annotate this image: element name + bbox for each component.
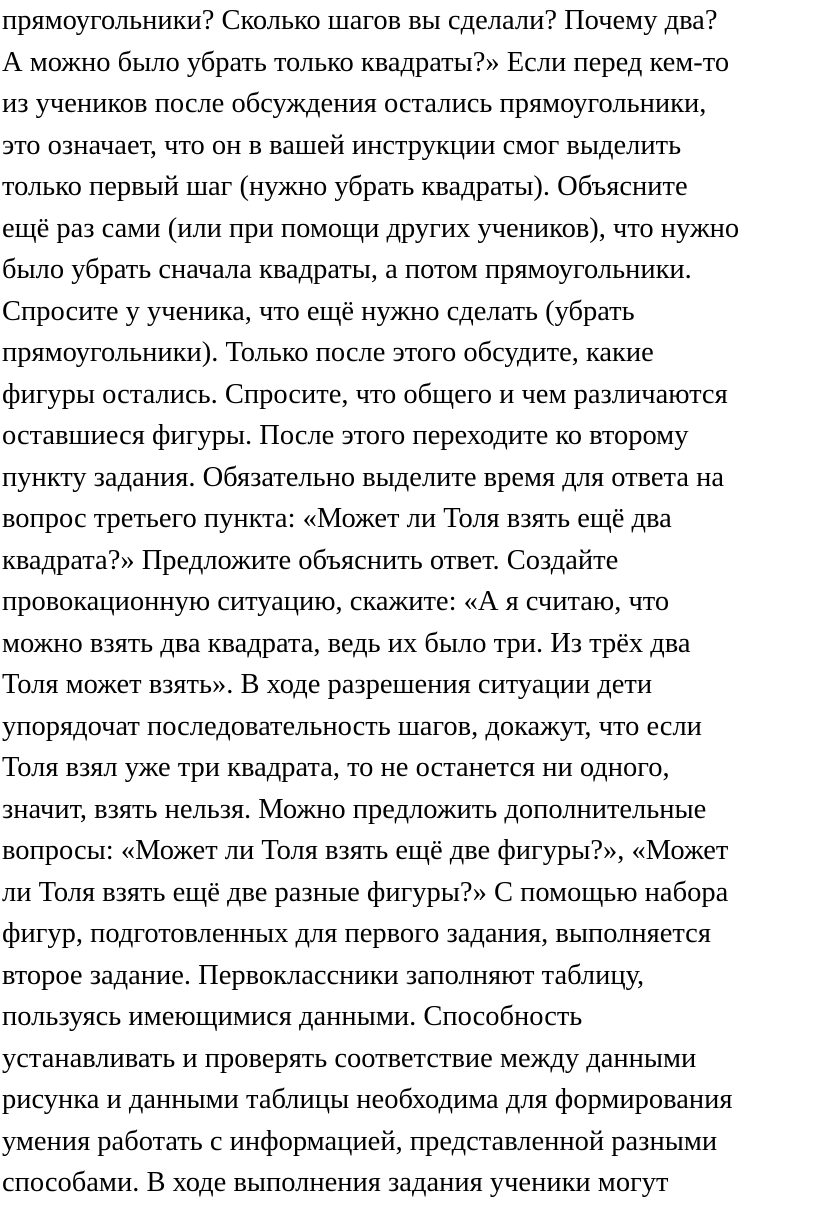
text-line-2: А можно было убрать только квадраты?» Если перед кем-то (2, 46, 730, 78)
text-line-12: пункту задания. Обязательно выделите время для ответа на (2, 461, 724, 493)
text-line-27: рисунка и данными таблицы необходима для формирования (2, 1084, 733, 1115)
text-line-18: упорядочат последовательность шагов, докажут, что если (2, 710, 702, 742)
text-line-28: умения работать с информацией, представленной разными (2, 1125, 718, 1157)
text-line-29: способами. В ходе выполнения задания ученики могут (2, 1167, 669, 1198)
text-line-19: Толя взял уже три квадрата, то не останется ни одного, (2, 752, 670, 783)
text-line-26: устанавливать и проверять соответствие между данными (2, 1042, 697, 1074)
text-line-23: фигур, подготовленных для первого задания, выполняется (2, 918, 711, 949)
text-line-24: второе задание. Первоклассники заполняют таблицу, (2, 959, 645, 991)
text-line-16: можно взять два квадрата, ведь их было три. Из трёх два (2, 627, 691, 659)
text-line-3: из учеников после обсуждения остались прямоугольники, (2, 88, 707, 119)
text-line-10: фигуры остались. Спросите, что общего и чем различаются (2, 378, 728, 410)
text-line-5: только первый шаг (нужно убрать квадраты). Объясните (2, 171, 688, 202)
text-line-17: Толя может взять». В ходе разрешения ситуации дети (2, 669, 653, 700)
text-line-1: прямоугольники? Сколько шагов вы сделали? Почему два? (2, 5, 718, 36)
text-line-7: было убрать сначала квадраты, а потом прямоугольники. (2, 254, 692, 285)
text-line-6: ещё раз сами (или при помощи других учеников), что нужно (2, 212, 740, 244)
text-line-25: пользуясь имеющимися данными. Способность (2, 1001, 583, 1032)
text-line-9: прямоугольники). Только после этого обсудите, какие (2, 337, 654, 368)
text-line-20: значит, взять нельзя. Можно предложить дополнительные (2, 793, 707, 825)
text-line-21: вопросы: «Может ли Толя взять ещё две фигуры?», «Может (2, 835, 729, 866)
text-line-13: вопрос третьего пункта: «Может ли Толя взять ещё два (2, 503, 672, 534)
text-line-14: квадрата?» Предложите объяснить ответ. Создайте (2, 544, 619, 576)
text-line-8: Спросите у ученика, что ещё нужно сделать (убрать (2, 295, 635, 327)
text-line-4: это означает, что он в вашей инструкции смог выделить (2, 129, 682, 161)
text-line-22: ли Толя взять ещё две разные фигуры?» С помощью набора (2, 876, 729, 908)
text-line-15: провокационную ситуацию, скажите: «А я считаю, что (2, 586, 670, 617)
body-text (2, 0, 814, 1204)
text-line-11: оставшиеся фигуры. После этого переходите ко второму (2, 420, 689, 451)
